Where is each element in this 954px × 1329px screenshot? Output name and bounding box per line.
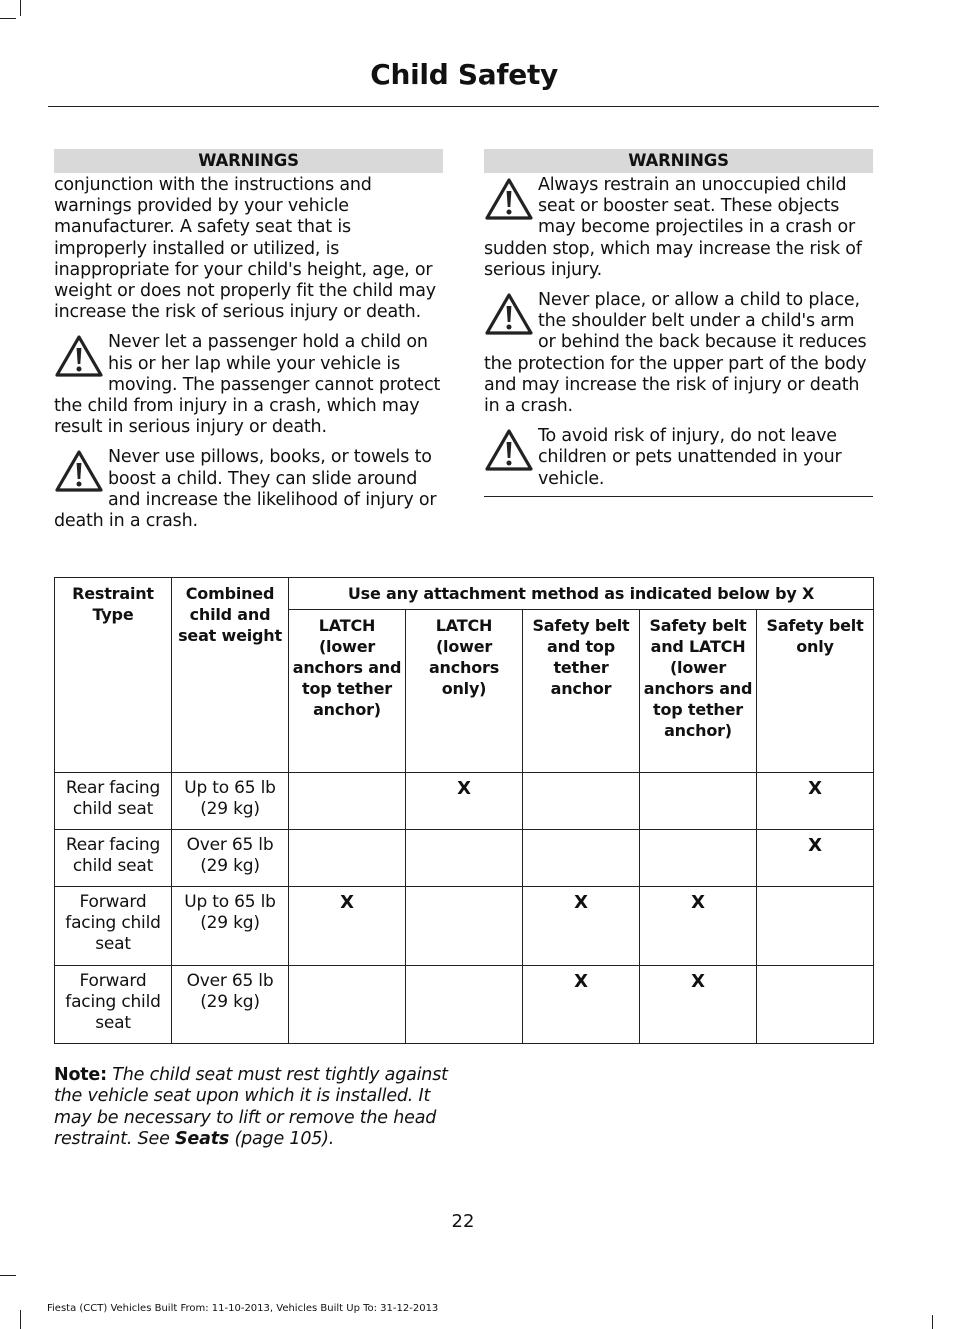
table-cell: Rear facing child seat — [55, 773, 172, 830]
table-cell — [406, 887, 523, 966]
table-row — [55, 966, 874, 1044]
warnings-heading: WARNINGS — [484, 149, 873, 173]
warning-text: Always restrain an unoccupied child seat or booster seat. These objects may become projectiles in a crash or sudden stop, which may increase the risk of serious injury. — [484, 175, 862, 280]
table-cell: Forward facing child seat — [55, 887, 172, 966]
table-row — [55, 773, 874, 830]
table-cell: X — [523, 966, 640, 1044]
warnings-end-rule — [484, 496, 873, 497]
table-header-cell: Safety belt only — [757, 610, 874, 773]
right-column — [484, 149, 873, 497]
table-cell — [757, 887, 874, 966]
title-rule — [48, 106, 879, 107]
warning-text: Never place, or allow a child to place, the shoulder belt under a child's arm or behind the back because it reduces the protection for the upper part of the body and may increase the risk of injury or death in a crash. — [484, 290, 867, 417]
table-cell — [523, 830, 640, 887]
table-row — [55, 887, 874, 966]
crop-mark — [20, 1310, 21, 1329]
note-label: Note: — [54, 1065, 107, 1085]
child-seat-attachment-table — [54, 577, 874, 1044]
table-cell — [289, 966, 406, 1044]
warning-intro-text: conjunction with the instructions and warnings provided by your vehicle manufacturer. A safety seat that is improperly installed or utilized, is inappropriate for your child's height, age, or weight or does not properly fit the child may increase the risk of serious injury or death. — [54, 175, 436, 323]
warning-triangle-icon — [484, 177, 534, 221]
note-page-reference: (page 105). — [234, 1128, 335, 1149]
warning-item — [484, 175, 873, 281]
table-cell: Up to 65 lb (29 kg) — [172, 887, 289, 966]
seats-reference-link[interactable]: Seats — [175, 1128, 230, 1149]
table-cell: X — [757, 773, 874, 830]
table-cell — [289, 773, 406, 830]
table-cell: X — [640, 966, 757, 1044]
page-title: Child Safety — [370, 58, 558, 91]
table-header-cell: Safety belt and LATCH (lower anchors and top tether anchor) — [640, 610, 757, 773]
page-number: 22 — [451, 1211, 475, 1232]
table-header-cell: Combined child and seat weight — [172, 578, 289, 773]
table-header-cell: Safety belt and top tether anchor — [523, 610, 640, 773]
table-header-cell: LATCH (lower anchors and top tether anchor) — [289, 610, 406, 773]
footer-text: Fiesta (CCT) Vehicles Built From: 11-10-2013, Vehicles Built Up To: 31-12-2013 — [47, 1303, 439, 1314]
table-cell — [406, 966, 523, 1044]
warning-text: To avoid risk of injury, do not leave children or pets unattended in your vehicle. — [538, 426, 842, 489]
table-cell: X — [406, 773, 523, 830]
table-header-group: Use any attachment method as indicated below by X — [289, 578, 874, 610]
table-header-cell: Restraint Type — [55, 578, 172, 773]
left-column — [54, 149, 443, 541]
warning-item — [484, 290, 873, 417]
crop-mark — [932, 1315, 933, 1329]
warning-triangle-icon — [54, 449, 104, 493]
table-cell: Rear facing child seat — [55, 830, 172, 887]
note-paragraph — [54, 1065, 454, 1150]
warning-item — [484, 426, 873, 490]
warning-item — [54, 447, 443, 532]
table-cell — [289, 830, 406, 887]
table-cell — [640, 830, 757, 887]
table-cell: X — [640, 887, 757, 966]
table-cell: Over 65 lb (29 kg) — [172, 830, 289, 887]
table-cell: X — [757, 830, 874, 887]
table-header-row — [55, 578, 874, 610]
warning-triangle-icon — [54, 334, 104, 378]
table-cell — [757, 966, 874, 1044]
warnings-heading: WARNINGS — [54, 149, 443, 173]
note-text: The child seat must rest tightly against the vehicle seat upon which it is installed. It may be necessary to lift or remove the head restraint. See — [54, 1065, 448, 1149]
table-cell — [640, 773, 757, 830]
table-cell: Up to 65 lb (29 kg) — [172, 773, 289, 830]
table-header-cell: LATCH (lower anchors only) — [406, 610, 523, 773]
table-cell — [523, 773, 640, 830]
table-cell — [406, 830, 523, 887]
warning-triangle-icon — [484, 428, 534, 472]
table-cell: X — [523, 887, 640, 966]
table-row — [55, 830, 874, 887]
warning-triangle-icon — [484, 292, 534, 336]
crop-mark — [0, 1275, 16, 1276]
warning-text: Never use pillows, books, or towels to boost a child. They can slide around and increase the likelihood of injury or death in a crash. — [54, 447, 437, 532]
table-cell: Over 65 lb (29 kg) — [172, 966, 289, 1044]
table-cell: X — [289, 887, 406, 966]
table-cell: Forward facing child seat — [55, 966, 172, 1044]
warning-item — [54, 332, 443, 438]
crop-mark — [20, 0, 21, 16]
crop-mark — [0, 18, 16, 19]
warning-text: Never let a passenger hold a child on his or her lap while your vehicle is moving. The passenger cannot protect the child from injury in a crash, which may result in serious injury or death. — [54, 332, 441, 438]
